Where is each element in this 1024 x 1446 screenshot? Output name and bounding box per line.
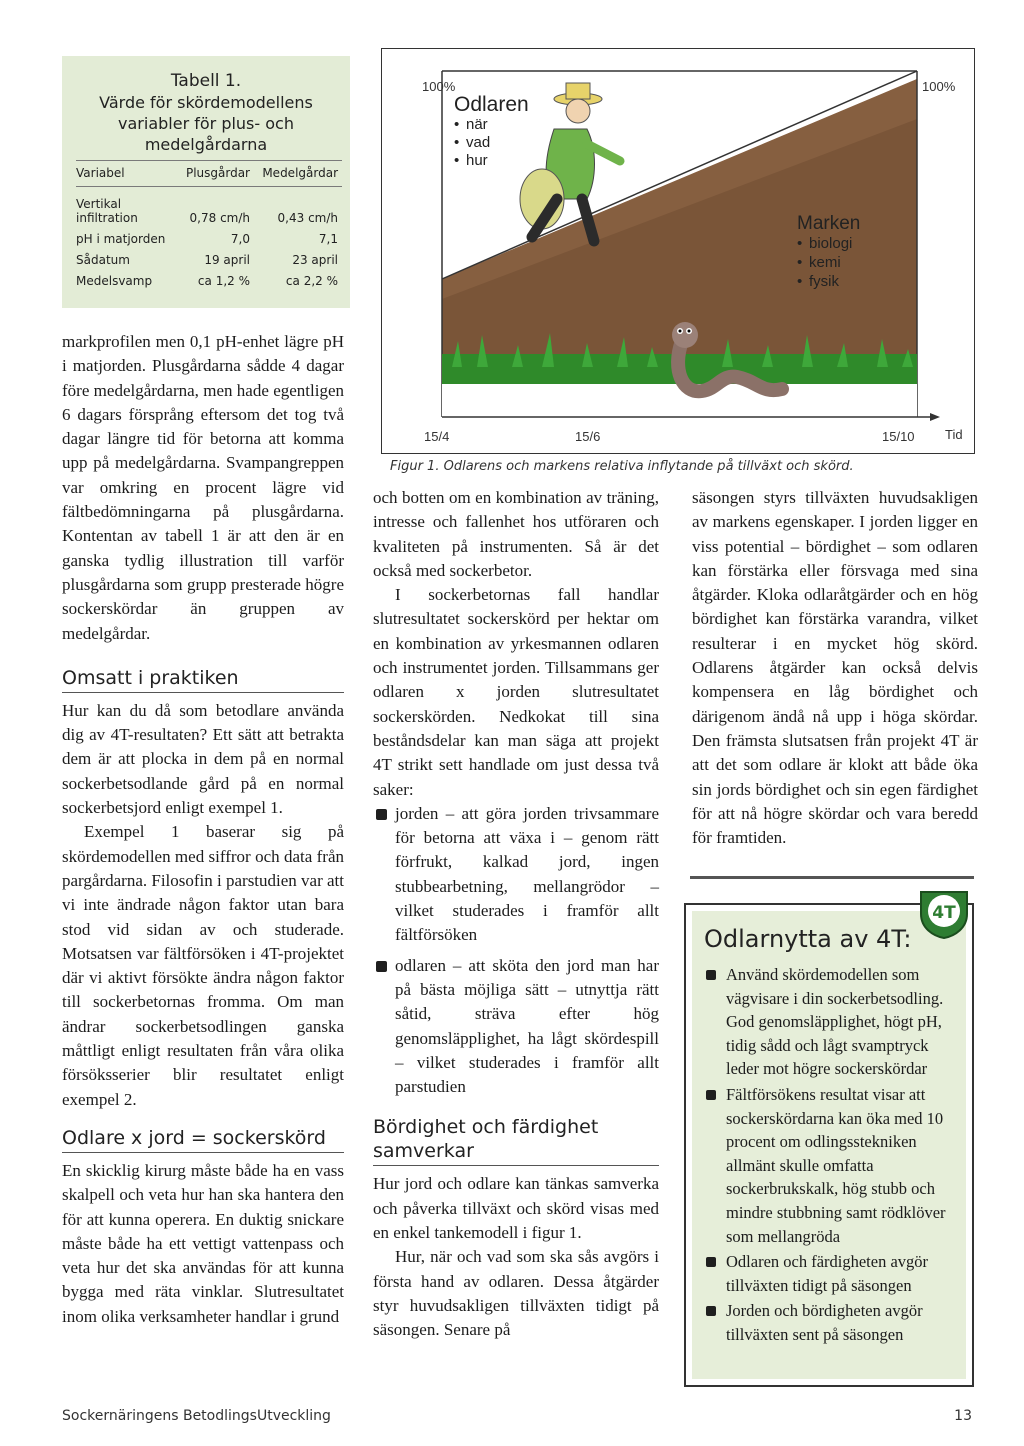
marken-item: fysik xyxy=(809,273,839,290)
table-row xyxy=(76,248,342,269)
bullet-square-icon xyxy=(376,809,387,820)
table-cell: Medelsvamp xyxy=(76,274,153,288)
table-cell: Sådatum xyxy=(76,253,130,267)
text-column-right xyxy=(692,486,978,850)
list-item xyxy=(704,1299,962,1346)
svg-text:•: • xyxy=(797,273,803,290)
table-row xyxy=(76,227,342,248)
list-item-text: Använd skördemodellen som vägvisare i din sockerbetsodling. God genomsläpplighet, högt pH, tidig sådd och lågt svamptryck leder mot högre sockerskördar xyxy=(726,965,944,1079)
table-row xyxy=(76,269,342,290)
odlaren-item: när xyxy=(466,116,488,133)
list-item xyxy=(704,963,962,1081)
odlarnytta-list xyxy=(704,963,962,1349)
text-column-left xyxy=(62,330,344,1329)
marken-item: biologi xyxy=(809,235,853,252)
table-cell: 7,1 xyxy=(318,232,338,246)
list-item xyxy=(704,1083,962,1248)
figure-1 xyxy=(381,48,975,454)
table-cell: ca 1,2 % xyxy=(197,274,250,288)
left-percent-label: 100% xyxy=(422,79,456,94)
paragraph: och botten om en kombination av träning, intresse och fallenhet hos utföraren och kvaliteten på instrumenten. Så är det också med sockerbetor. xyxy=(373,488,659,580)
bullet-square-icon xyxy=(706,970,716,980)
odlaren-title: Odlaren xyxy=(454,93,529,116)
paragraph: Hur kan du då som betodlare använda dig av 4T-resultaten? Ett sätt att betrakta dem är att plocka in dem på en normal sockerbetsodlande gård på en normal sockerbetsjord enligt exempel 1. xyxy=(62,700,344,818)
table-cell: 19 april xyxy=(204,253,250,267)
date-label-15-10: 15/10 xyxy=(882,429,915,444)
table-title: Tabell 1. xyxy=(170,71,242,91)
paragraph: säsongen styrs tillväxten huvudsakligen av markens egenskaper. I jorden ligger en viss potential – bördighet – som odlaren kan förstärka eller försvaga med sina åtgärder. Kloka odlaråtgärder och en hög bördighet kan förstärka varandra, vilket resulterar i en mycket hög skörd. Odlarens åtgärder kan också delvis kompensera en låg bördighet och därigenom ändå nå upp i höga skördar. Den främsta slutsatsen från projekt 4T är att det som odlare är klokt att både öka sin jords bördighet och sin egen färdighet för att nå högre skördar och vara beredd för framtiden. xyxy=(692,488,978,848)
footer-publisher: Sockernäringens BetodlingsUtveckling xyxy=(62,1408,331,1424)
heading-bordighet: Bördighet och färdighet samverkar xyxy=(373,1115,659,1166)
figure-illustration xyxy=(382,49,973,452)
odlaren-item: hur xyxy=(466,152,488,169)
4t-logo-icon xyxy=(917,886,971,940)
table-header-cell: Plusgårdar xyxy=(185,166,250,180)
time-label: Tid xyxy=(945,427,963,442)
heading-odlare-x-jord: Odlare x jord = sockerskörd xyxy=(62,1126,344,1153)
list-item xyxy=(704,1250,962,1297)
bullet-square-icon xyxy=(706,1306,716,1316)
marken-title: Marken xyxy=(797,213,861,234)
divider xyxy=(690,876,974,879)
paragraph: Exempel 1 baserar sig på skördemodellen med siffror och data från pargårdarna. Filosofin i parstudien var att vi inte ändrade någon faktor utan bara stod vid sidan av och studerade. Motsatsen var fältförsöken i 4T-projektet där vi aktivt försökte ändra någon faktor till sockerbetornas fromma. Om man ändrar sockerbetsodlingen ganska måttligt enligt resultaten från våra olika försöksserier blir resultatet enligt exempel 2. xyxy=(62,822,344,1109)
right-percent-label: 100% xyxy=(922,79,956,94)
bullet-text: odlaren – att sköta den jord man har på bästa möjliga sätt – utnyttja rätt såtid, sträva efter hög genomsläpplighet, ha lågt skördespill – vilket studerades i framför allt parstudien xyxy=(395,955,659,1097)
paragraph: Hur jord och odlare kan tänkas samverka och påverka tillväxt och skörd visas med en enkel tankemodell i figur 1. xyxy=(373,1174,659,1243)
svg-text:•: • xyxy=(454,116,460,133)
date-label-15-6: 15/6 xyxy=(575,429,601,444)
paragraph: I sockerbetornas fall handlar slutresultatet sockerskörd per hektar om en kombination av yrkesmannen odlaren och instrumentet jorden. Tillsammans ger odlaren x jorden slutresultatet sockerskörden. Nedkokat till sina beståndsdelar kan man säga att projekt 4T strikt sett handlade om just dessa två saker: xyxy=(373,585,659,799)
bullet-square-icon xyxy=(706,1257,716,1267)
paragraph: Hur, när och vad som ska sås avgörs i första hand av odlaren. Dessa åtgärder styr huvudsakligen tillväxten tidigt på säsongen. Senare på xyxy=(373,1247,659,1340)
table-header-cell: Variabel xyxy=(76,166,125,180)
bullet-item xyxy=(373,802,659,948)
logo-text: 4T xyxy=(932,903,956,923)
table-1-box xyxy=(62,56,350,308)
table-cell: 23 april xyxy=(292,253,338,267)
svg-text:•: • xyxy=(797,254,803,271)
table-cell: 0,78 cm/h xyxy=(189,211,250,225)
page-number: 13 xyxy=(954,1408,972,1424)
marken-item: kemi xyxy=(809,254,841,271)
time-arrow-head xyxy=(930,413,940,421)
table-header-cell: Medelgårdar xyxy=(262,166,338,180)
svg-text:•: • xyxy=(797,235,803,252)
bullet-square-icon xyxy=(706,1090,716,1100)
table-cell: pH i matjorden xyxy=(76,232,166,246)
table-row xyxy=(76,195,342,227)
list-item-text: Jorden och bördigheten avgör tillväxten sent på säsongen xyxy=(726,1301,923,1344)
list-item-text: Odlaren och färdigheten avgör tillväxten tidigt på säsongen xyxy=(726,1252,929,1295)
bullet-item xyxy=(373,954,659,1100)
table-cell: Vertikal infiltration xyxy=(76,197,138,225)
table-caption: Värde för skördemodellens variabler för plus- och medelgårdarna xyxy=(99,93,313,154)
table-cell: 7,0 xyxy=(230,232,250,246)
bullet-text: jorden – att göra jorden trivsammare för betorna att växa i – genom rätt förfrukt, kalkad jord, ingen stubbearbetning, mellangrödor – vilket studerades i framför allt fältförsöken xyxy=(395,803,659,945)
date-label-15-4: 15/4 xyxy=(424,429,450,444)
figure-caption: Figur 1. Odlarens och markens relativa inflytande på tillväxt och skörd. xyxy=(390,459,854,474)
odlarnytta-box xyxy=(684,903,974,1387)
table-grid xyxy=(76,160,342,290)
odlarnytta-title: Odlarnytta av 4T: xyxy=(704,925,912,953)
odlaren-item: vad xyxy=(466,134,491,151)
svg-text:•: • xyxy=(454,152,460,169)
table-header-row xyxy=(76,160,342,187)
text-column-middle xyxy=(373,486,659,1343)
heading-omsatt-i-praktiken: Omsatt i praktiken xyxy=(62,666,344,693)
svg-text:•: • xyxy=(454,134,460,151)
paragraph: En skicklig kirurg måste både ha en vass skalpell och veta hur han ska hantera den för att kunna operera. En duktig snickare måste både ha ett vettigt vattenpass och veta hur det ska användas för att kunna bygga med räta vinklar. Slutresultatet inom olika verksamheter handlar i grund xyxy=(62,1160,344,1326)
bullet-square-icon xyxy=(376,961,387,972)
table-cell: ca 2,2 % xyxy=(285,274,338,288)
list-item-text: Fältförsökens resultat visar att sockerskördarna kan öka med 10 procent om odlingsstekniken allmänt skulle omfatta sockerbrukskalk, hög stubb och mindre stubbning samt rödklöver som mellangröda xyxy=(726,1084,946,1246)
table-cell: 0,43 cm/h xyxy=(277,211,338,225)
paragraph: markprofilen men 0,1 pH-enhet lägre pH i matjorden. Plusgårdarna sådde 4 dagar före medelgårdarna, men hade egentligen 6 dagars försprång eftersom det tog två dagar längre tid för betorna att komma upp på medelgårdarna. Svampangreppen var omkring en procent lägre vid fältbedömningarna på plusgårdarna. Kontentan av tabell 1 är att den är en ganska tydlig illustration till varför plusgårdarna som grupp presterade högre sockerskördar än gruppen av medelgårdar. xyxy=(62,332,344,643)
